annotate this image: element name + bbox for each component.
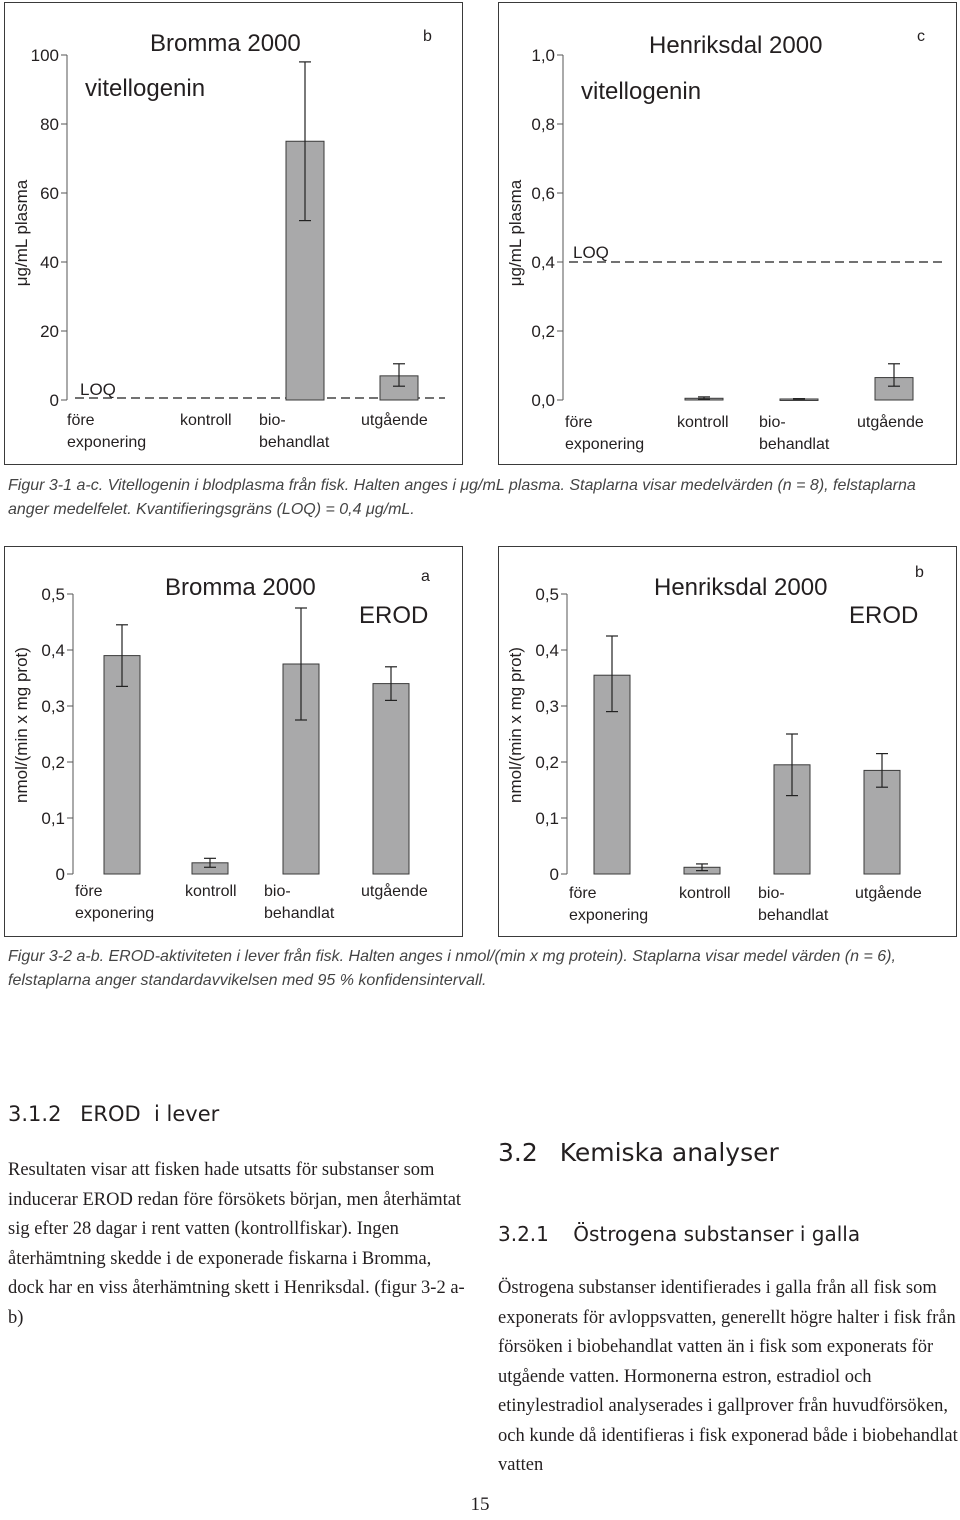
section-3-2-1-body: Östrogena substanser identifierades i galla från all fisk som exponerats för avloppsvatten, generellt högre halter i fisk från försöken i biobehandlat vatten än i fisk som exponerats för utgående vatten. Hormonerna estron, estradiol och etinylestradiol analyserades i gallprover från huvudförsöken, och kunde då identifieras i fisk exponerad både i biobehandlat vatten <box>498 1278 958 1475</box>
x-category-label: exponering <box>565 436 645 453</box>
section-title: EROD i lever <box>80 1102 220 1126</box>
y-tick-label: 1,0 <box>531 46 555 65</box>
section-title: Kemiska analyser <box>559 1138 779 1167</box>
chart-svg-1 <box>499 3 958 466</box>
section-3-2-heading <box>498 1138 958 1167</box>
y-tick-label: 0,4 <box>535 641 559 660</box>
section-number: 3.1.2 <box>8 1102 62 1126</box>
page-number: 15 <box>470 1494 490 1515</box>
section-3-1-2-heading <box>8 1102 468 1126</box>
x-category-label: kontroll <box>677 414 729 431</box>
x-category-label: exponering <box>569 907 649 924</box>
y-tick-label: 0,5 <box>535 585 559 604</box>
x-category-label: bio- <box>264 883 291 900</box>
panel-letter: b <box>915 564 924 581</box>
chart-subtitle: EROD <box>359 602 429 629</box>
y-tick-label: 0,1 <box>41 809 65 828</box>
figure-3-2-caption: Figur 3-2 a-b. EROD-aktiviteten i lever från fisk. Halten anges i nmol/(min x mg protein). Staplarna visar medel värden (n = 6), felstaplarna anger standardavvikelsen med 95 % konfidensintervall. <box>8 948 896 989</box>
chart-erod-bromma <box>4 546 463 937</box>
bar <box>104 656 140 874</box>
y-tick-label: 0 <box>55 865 65 884</box>
x-category-label: före <box>569 885 597 902</box>
x-category-label: exponering <box>75 905 155 922</box>
x-category-label: behandlat <box>758 907 829 924</box>
x-category-label: utgående <box>857 414 924 431</box>
section-number: 3.2 <box>498 1138 538 1167</box>
chart-title: Henriksdal 2000 <box>654 574 828 601</box>
x-category-label: kontroll <box>185 883 237 900</box>
y-tick-label: 100 <box>30 46 59 65</box>
y-axis-label: nmol/(min x mg prot) <box>12 647 31 803</box>
chart-title: Bromma 2000 <box>165 574 316 601</box>
panel-letter: c <box>917 28 925 45</box>
x-category-label: behandlat <box>759 436 830 453</box>
section-title: Östrogena substanser i galla <box>573 1222 861 1246</box>
y-tick-label: 0,6 <box>531 184 555 203</box>
x-category-label: före <box>67 412 95 429</box>
section-3-1-2-body: Resultaten visar att fisken hade utsatts för substanser som inducerar EROD redan före försökets början, men återhämtat sig efter 28 dagar i rent vatten (kontrollfiskar). Ingen återhämtning skedde i de exponerade fiskarna i Bromma, dock har en viss återhämtning skett i Henriksdal. (figur 3-2 a-b) <box>8 1160 465 1328</box>
y-tick-label: 0 <box>549 865 559 884</box>
chart-erod-henriksdal <box>498 546 957 937</box>
section-number: 3.2.1 <box>498 1222 549 1246</box>
y-tick-label: 0,2 <box>531 322 555 341</box>
figure-3-1-caption: Figur 3-1 a-c. Vitellogenin i blodplasma från fisk. Halten anges i μg/mL plasma. Staplarna visar medelvärden (n = 8), felstaplarna anger medelfelet. Kvantifieringsgräns (LOQ) = 0,4 μg/mL. <box>8 477 916 518</box>
y-axis-label: μg/mL plasma <box>506 179 525 287</box>
chart-vitellogenin-henriksdal <box>498 2 957 465</box>
x-category-label: utgående <box>361 412 428 429</box>
chart-subtitle: vitellogenin <box>85 75 206 102</box>
chart-subtitle: EROD <box>849 602 919 629</box>
y-tick-label: 0 <box>49 391 59 410</box>
x-category-label: behandlat <box>264 905 335 922</box>
chart-subtitle: vitellogenin <box>581 78 702 105</box>
y-tick-label: 0,0 <box>531 391 555 410</box>
y-tick-label: 40 <box>40 253 59 272</box>
y-tick-label: 0,3 <box>41 697 65 716</box>
y-tick-label: 20 <box>40 322 59 341</box>
x-category-label: kontroll <box>679 885 731 902</box>
y-tick-label: 0,1 <box>535 809 559 828</box>
chart-title: Bromma 2000 <box>150 30 301 57</box>
section-3-2-1-heading <box>498 1222 958 1246</box>
x-category-label: bio- <box>758 885 785 902</box>
y-tick-label: 0,8 <box>531 115 555 134</box>
x-category-label: före <box>565 414 593 431</box>
panel-letter: b <box>423 28 432 45</box>
y-tick-label: 80 <box>40 115 59 134</box>
bar <box>373 684 409 874</box>
chart-vitellogenin-bromma <box>4 2 463 465</box>
chart-svg-3 <box>499 547 958 938</box>
y-tick-label: 0,5 <box>41 585 65 604</box>
x-category-label: utgående <box>855 885 922 902</box>
y-tick-label: 0,3 <box>535 697 559 716</box>
panel-letter: a <box>421 568 430 585</box>
chart-svg-0 <box>5 3 464 466</box>
loq-label: LOQ <box>573 243 609 262</box>
x-category-label: kontroll <box>180 412 232 429</box>
x-category-label: exponering <box>67 434 147 451</box>
x-category-label: behandlat <box>259 434 330 451</box>
loq-label: LOQ <box>80 380 116 399</box>
x-category-label: utgående <box>361 883 428 900</box>
y-axis-label: nmol/(min x mg prot) <box>506 647 525 803</box>
y-tick-label: 60 <box>40 184 59 203</box>
y-axis-label: μg/mL plasma <box>12 179 31 287</box>
y-tick-label: 0,4 <box>531 253 555 272</box>
y-tick-label: 0,2 <box>535 753 559 772</box>
x-category-label: bio- <box>259 412 286 429</box>
x-category-label: före <box>75 883 103 900</box>
x-category-label: bio- <box>759 414 786 431</box>
y-tick-label: 0,4 <box>41 641 65 660</box>
y-tick-label: 0,2 <box>41 753 65 772</box>
chart-title: Henriksdal 2000 <box>649 32 823 59</box>
chart-svg-2 <box>5 547 464 938</box>
